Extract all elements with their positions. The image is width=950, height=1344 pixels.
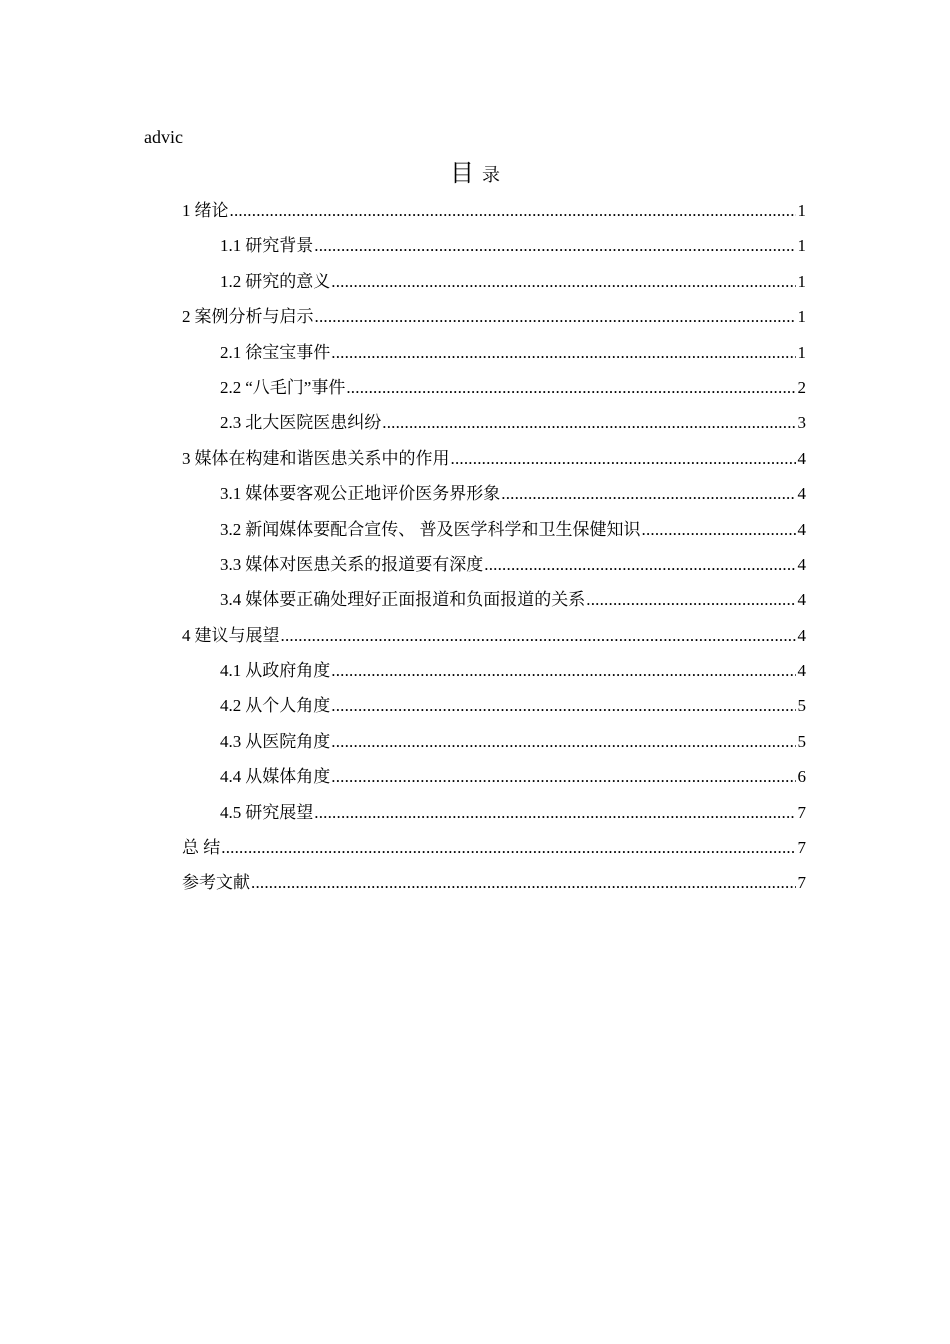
toc-entry-number: 4.1 xyxy=(220,661,242,681)
toc-entry-number: 1.1 xyxy=(220,236,242,256)
toc-entry-title: 研究的意义 xyxy=(245,271,331,291)
toc-entry[interactable] xyxy=(182,582,806,617)
toc-entry-title: 媒体要正确处理好正面报道和负面报道的关系 xyxy=(245,590,586,610)
toc-entry[interactable] xyxy=(182,228,806,263)
toc-entry-title: 案例分析与启示 xyxy=(194,307,314,327)
toc-entry-title: 参考文献 xyxy=(182,873,250,893)
dot-leader xyxy=(331,264,796,299)
toc-entry-title: 总 结 xyxy=(182,838,221,858)
toc-entry-number: 3.2 xyxy=(220,519,242,539)
toc-entry-number: 3 xyxy=(182,448,191,468)
toc-entry-page-number: 4 xyxy=(797,448,806,468)
toc-entry[interactable] xyxy=(182,865,806,900)
toc-entry-page-number: 4 xyxy=(797,484,806,504)
toc-entry-title: 媒体对医患关系的报道要有深度 xyxy=(245,554,484,574)
toc-entry-page-number: 1 xyxy=(797,201,806,220)
toc-title-secondary: 录 xyxy=(482,165,500,185)
toc-entry-number: 3.1 xyxy=(220,484,242,504)
toc-entry-title: “八毛门”事件 xyxy=(245,377,346,397)
dot-leader xyxy=(281,618,797,653)
dot-leader xyxy=(451,441,797,476)
toc-entry-number: 4.5 xyxy=(220,802,242,822)
toc-entry-title: 新闻媒体要配合宣传、 普及医学科学和卫生保健知识 xyxy=(245,519,641,539)
toc-entry-page-number: 6 xyxy=(797,767,806,787)
toc-entry-number: 2.2 xyxy=(220,377,242,397)
toc-entry-page-number: 4 xyxy=(797,554,806,574)
toc-entry-number: 2.3 xyxy=(220,413,242,433)
toc-entry-number: 3.3 xyxy=(220,554,242,574)
toc-entry-title: 媒体要客观公正地评价医务界形象 xyxy=(245,484,501,504)
toc-entry[interactable] xyxy=(182,405,806,440)
toc-entry-number: 2 xyxy=(182,307,191,327)
dot-leader xyxy=(586,582,796,617)
toc-entry[interactable] xyxy=(182,512,806,547)
toc-title-main: 目 xyxy=(450,159,474,187)
dot-leader xyxy=(501,476,796,511)
toc-entry-page-number: 5 xyxy=(797,731,806,751)
toc-entry[interactable] xyxy=(182,724,806,759)
toc-entry-page-number: 4 xyxy=(797,519,806,539)
toc-entry[interactable] xyxy=(182,830,806,865)
toc-entry-page-number: 7 xyxy=(797,802,806,822)
table-of-contents xyxy=(182,193,806,901)
toc-entry[interactable] xyxy=(182,370,806,405)
dot-leader xyxy=(331,653,796,688)
toc-entry-number: 3.4 xyxy=(220,590,242,610)
dot-leader xyxy=(251,865,796,900)
toc-entry-number: 2.1 xyxy=(220,342,242,362)
toc-entry-title: 从政府角度 xyxy=(245,661,331,681)
toc-entry-title: 从媒体角度 xyxy=(245,767,331,787)
toc-title xyxy=(0,158,950,192)
dot-leader xyxy=(642,512,797,547)
toc-entry[interactable] xyxy=(182,299,806,334)
toc-entry[interactable] xyxy=(182,795,806,830)
toc-entry-title: 媒体在构建和谐医患关系中的作用 xyxy=(194,448,450,468)
dot-leader xyxy=(346,370,796,405)
toc-entry-title: 北大医院医患纠纷 xyxy=(245,413,382,433)
toc-entry-number: 1.2 xyxy=(220,271,242,291)
toc-entry[interactable] xyxy=(182,653,806,688)
toc-entry-title: 从个人角度 xyxy=(245,696,331,716)
toc-entry[interactable] xyxy=(182,547,806,582)
dot-leader xyxy=(314,228,796,263)
toc-entry[interactable] xyxy=(182,335,806,370)
toc-entry[interactable] xyxy=(182,688,806,723)
toc-entry[interactable] xyxy=(182,441,806,476)
toc-entry-number: 1 xyxy=(182,201,191,220)
toc-entry-page-number: 4 xyxy=(797,661,806,681)
toc-entry-title: 徐宝宝事件 xyxy=(245,342,331,362)
dot-leader xyxy=(331,724,796,759)
toc-entry[interactable] xyxy=(182,476,806,511)
toc-entry-title: 从医院角度 xyxy=(245,731,331,751)
toc-entry-page-number: 1 xyxy=(797,271,806,291)
toc-entry-page-number: 1 xyxy=(797,342,806,362)
header-text: advic xyxy=(144,127,183,147)
toc-entry-page-number: 4 xyxy=(797,590,806,610)
toc-entry-number: 4.4 xyxy=(220,767,242,787)
toc-entry-page-number: 5 xyxy=(797,696,806,716)
toc-entry-page-number: 1 xyxy=(797,236,806,256)
toc-entry-title: 研究背景 xyxy=(245,236,314,256)
toc-entry-number: 4 xyxy=(182,625,191,645)
toc-entry-page-number: 7 xyxy=(797,838,806,858)
dot-leader xyxy=(314,795,796,830)
toc-entry-page-number: 1 xyxy=(797,307,806,327)
dot-leader xyxy=(331,759,796,794)
dot-leader xyxy=(331,688,796,723)
dot-leader xyxy=(331,335,796,370)
toc-entry[interactable] xyxy=(182,759,806,794)
toc-entry-page-number: 3 xyxy=(797,413,806,433)
toc-entry-number: 4.2 xyxy=(220,696,242,716)
dot-leader xyxy=(230,193,797,228)
toc-entry-title: 绪论 xyxy=(194,201,229,220)
dot-leader xyxy=(382,405,796,440)
toc-entry[interactable] xyxy=(182,193,806,228)
toc-entry-number: 4.3 xyxy=(220,731,242,751)
dot-leader xyxy=(484,547,796,582)
toc-entry-page-number: 7 xyxy=(797,873,806,893)
toc-entry-title: 研究展望 xyxy=(245,802,314,822)
toc-entry[interactable] xyxy=(182,264,806,299)
toc-entry-page-number: 4 xyxy=(797,625,806,645)
dot-leader xyxy=(315,299,797,334)
toc-entry[interactable] xyxy=(182,618,806,653)
toc-entry-page-number: 2 xyxy=(797,377,806,397)
toc-entry-title: 建议与展望 xyxy=(194,625,280,645)
dot-leader xyxy=(221,830,796,865)
